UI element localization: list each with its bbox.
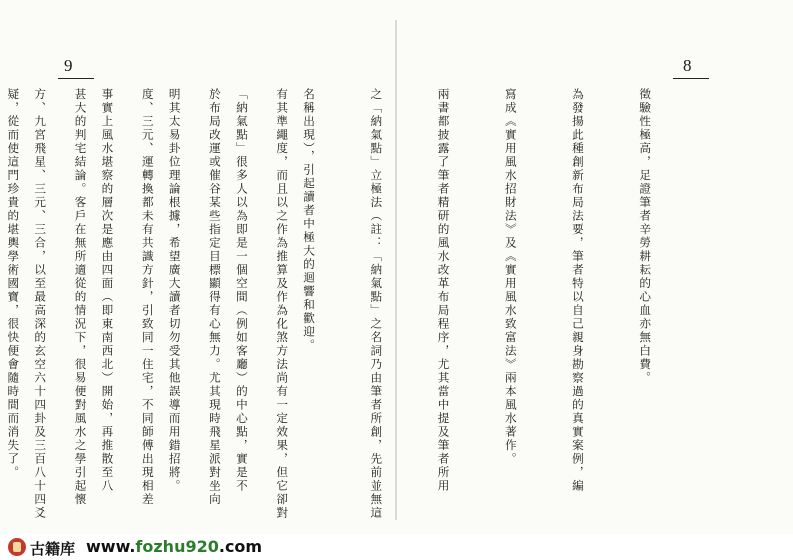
site-name: 古籍库	[30, 540, 76, 558]
book-seal-icon	[8, 538, 26, 556]
text-column: 甚大的判宅結論。客戶在無所適從的情況下，很易便對風水之學引起懷	[73, 88, 88, 507]
page-number-rule-left	[58, 78, 94, 79]
text-column: 有其準繩度，而且以之作為推算及作為化煞方法尚有一定效果，但它卻對	[275, 88, 290, 520]
text-column: 之「納氣點」立極法（註：「納氣點」之名詞乃由筆者所創，先前並無這	[369, 88, 384, 520]
text-column: 方、九宮飛星、三元、三合，以至最高深的玄空六十四卦及三百八十四爻	[33, 88, 48, 520]
page-number-left: 9	[64, 56, 73, 75]
text-column: 兩書都披露了筆者精研的風水改革布局程序，尤其當中提及筆者所用	[436, 88, 451, 493]
text-column: 度、三元、運轉換都未有共識方針，引致同一住宅，不同師傅出現相差	[140, 88, 155, 507]
site-url-suffix: .com	[218, 537, 263, 556]
watermark-bar	[0, 534, 793, 560]
text-column: 疑，從而使這門珍貴的堪輿學術國寶，很快便會隨時間而消失了。	[6, 88, 21, 480]
page-number-rule-right	[673, 78, 709, 79]
text-column: 為發揚此種創新布局法要，筆者特以自己親身勘察過的真實案例，編	[570, 88, 585, 493]
site-url[interactable]	[86, 537, 262, 556]
site-url-highlight: fozhu920	[135, 537, 219, 556]
text-column: 徵驗性極高，足證筆者辛勞耕耘的心血亦無白費。	[638, 88, 653, 385]
text-column: 事實上風水堪察的層次是應由四面（即東南西北）開始，再推散至八	[100, 88, 115, 493]
site-url-prefix: www.	[86, 537, 136, 556]
text-column: 名稱出現），引起讀者中極大的迴響和歡迎。	[302, 88, 317, 353]
page-number-right: 8	[683, 56, 692, 75]
text-column: 「納氣點」很多人以為即是一個空間（例如客廳）的中心點，實是不	[234, 88, 249, 493]
text-column: 於布局改運或催谷某些指定目標顯得有心無力。尤其現時飛星派對坐向	[207, 88, 222, 507]
text-column: 寫成《實用風水招財法》及《實用風水致富法》兩本風水著作。	[503, 88, 518, 466]
text-column: 明其太易卦位理論根據，希望廣大讀者切勿受其他誤導而用錯招將。	[167, 88, 182, 493]
